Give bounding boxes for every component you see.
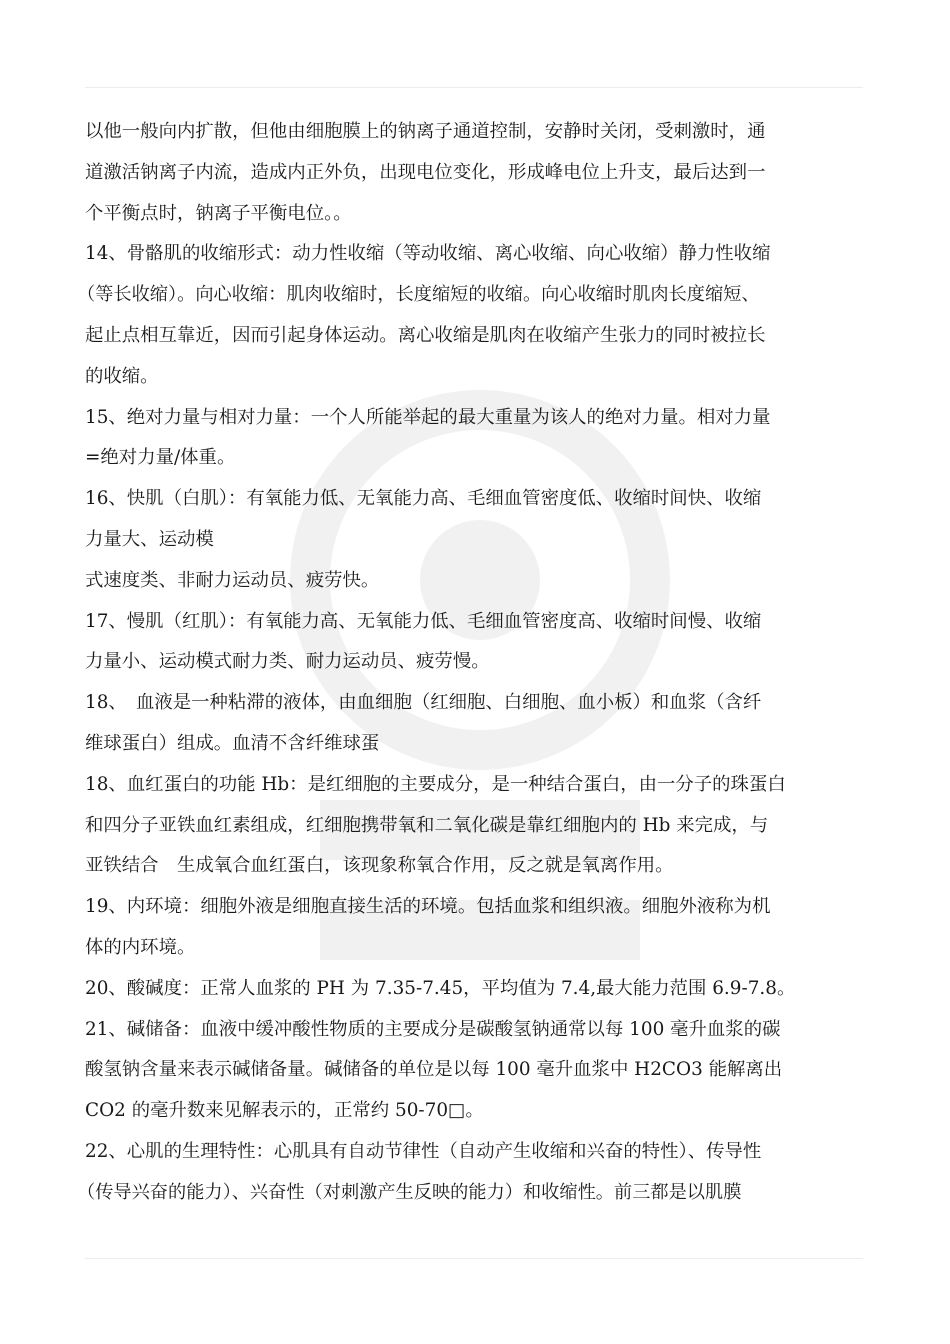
document-body — [77, 112, 875, 1214]
text-line: 22、心肌的生理特性：心肌具有自动节律性（自动产生收缩和兴奋的特性）、传导性 — [85, 1140, 762, 1162]
footer-rule — [85, 1258, 863, 1259]
text-line: 20、酸碱度：正常人血浆的 PH 为 7.35-7.45，平均值为 7.4,最大能力范围 6.9-7.8。 — [85, 977, 796, 999]
text-line: 酸氢钠含量来表示碱储备量。碱储备的单位是以每 100 毫升血浆中 H2CO3 能解离出 — [85, 1059, 783, 1081]
text-line: （等长收缩）。向心收缩：肌肉收缩时，长度缩短的收缩。向心收缩时肌肉长度缩短、 — [77, 284, 760, 306]
text-line: 14、骨骼肌的收缩形式：动力性收缩（等动收缩、离心收缩、向心收缩）静力性收缩 — [85, 243, 771, 265]
text-line: 力量小、运动模式耐力类、耐力运动员、疲劳慢。 — [85, 651, 490, 673]
text-line: 18、血红蛋白的功能 Hb：是红细胞的主要成分，是一种结合蛋白，由一分子的珠蛋白 — [85, 773, 786, 795]
text-line: 19、内环境：细胞外液是细胞直接生活的环境。包括血浆和组织液。细胞外液称为机 — [85, 896, 771, 918]
text-line: 17、慢肌（红肌）：有氧能力高、无氧能力低、毛细血管密度高、收缩时间慢、收缩 — [85, 610, 762, 632]
text-line: 式速度类、非耐力运动员、疲劳快。 — [85, 569, 380, 591]
text-line: 力量大、运动模 — [85, 528, 214, 550]
text-line: 道激活钠离子内流，造成内正外负，出现电位变化，形成峰电位上升支，最后达到一 — [85, 161, 766, 183]
text-line: 15、绝对力量与相对力量：一个人所能举起的最大重量为该人的绝对力量。相对力量 — [85, 406, 771, 428]
text-line: 以他一般向内扩散，但他由细胞膜上的钠离子通道控制，安静时关闭，受刺激时，通 — [85, 121, 766, 142]
text-line: 16、快肌（白肌）：有氧能力低、无氧能力高、毛细血管密度低、收缩时间快、收缩 — [85, 488, 762, 510]
text-line: 体的内环境。 — [85, 936, 196, 958]
text-line: =绝对力量/体重。 — [85, 447, 236, 469]
text-line: CO2 的毫升数来见解表示的，正常约 50-70□。 — [85, 1100, 484, 1122]
text-line: 和四分子亚铁血红素组成，红细胞携带氧和二氧化碳是靠红细胞内的 Hb 来完成，与 — [85, 814, 769, 836]
text-line: （传导兴奋的能力）、兴奋性（对刺激产生反映的能力）和收缩性。前三都是以肌膜 — [77, 1181, 742, 1203]
text-line: 亚铁结合 生成氧合血红蛋白，该现象称氧合作用，反之就是氧离作用。 — [85, 855, 674, 877]
text-line: 21、碱储备：血液中缓冲酸性物质的主要成分是碳酸氢钠通常以每 100 毫升血浆的碳 — [85, 1018, 781, 1040]
text-line: 18、 血液是一种粘滞的液体，由血细胞（红细胞、白细胞、血小板）和血浆（含纤 — [85, 692, 762, 714]
text-line: 个平衡点时，钠离子平衡电位。。 — [85, 202, 352, 224]
header-rule — [85, 87, 863, 88]
text-line: 的收缩。 — [85, 365, 159, 387]
text-line: 维球蛋白）组成。血清不含纤维球蛋 — [85, 732, 380, 754]
text-line: 起止点相互靠近，因而引起身体运动。离心收缩是肌肉在收缩产生张力的同时被拉长 — [85, 324, 766, 346]
